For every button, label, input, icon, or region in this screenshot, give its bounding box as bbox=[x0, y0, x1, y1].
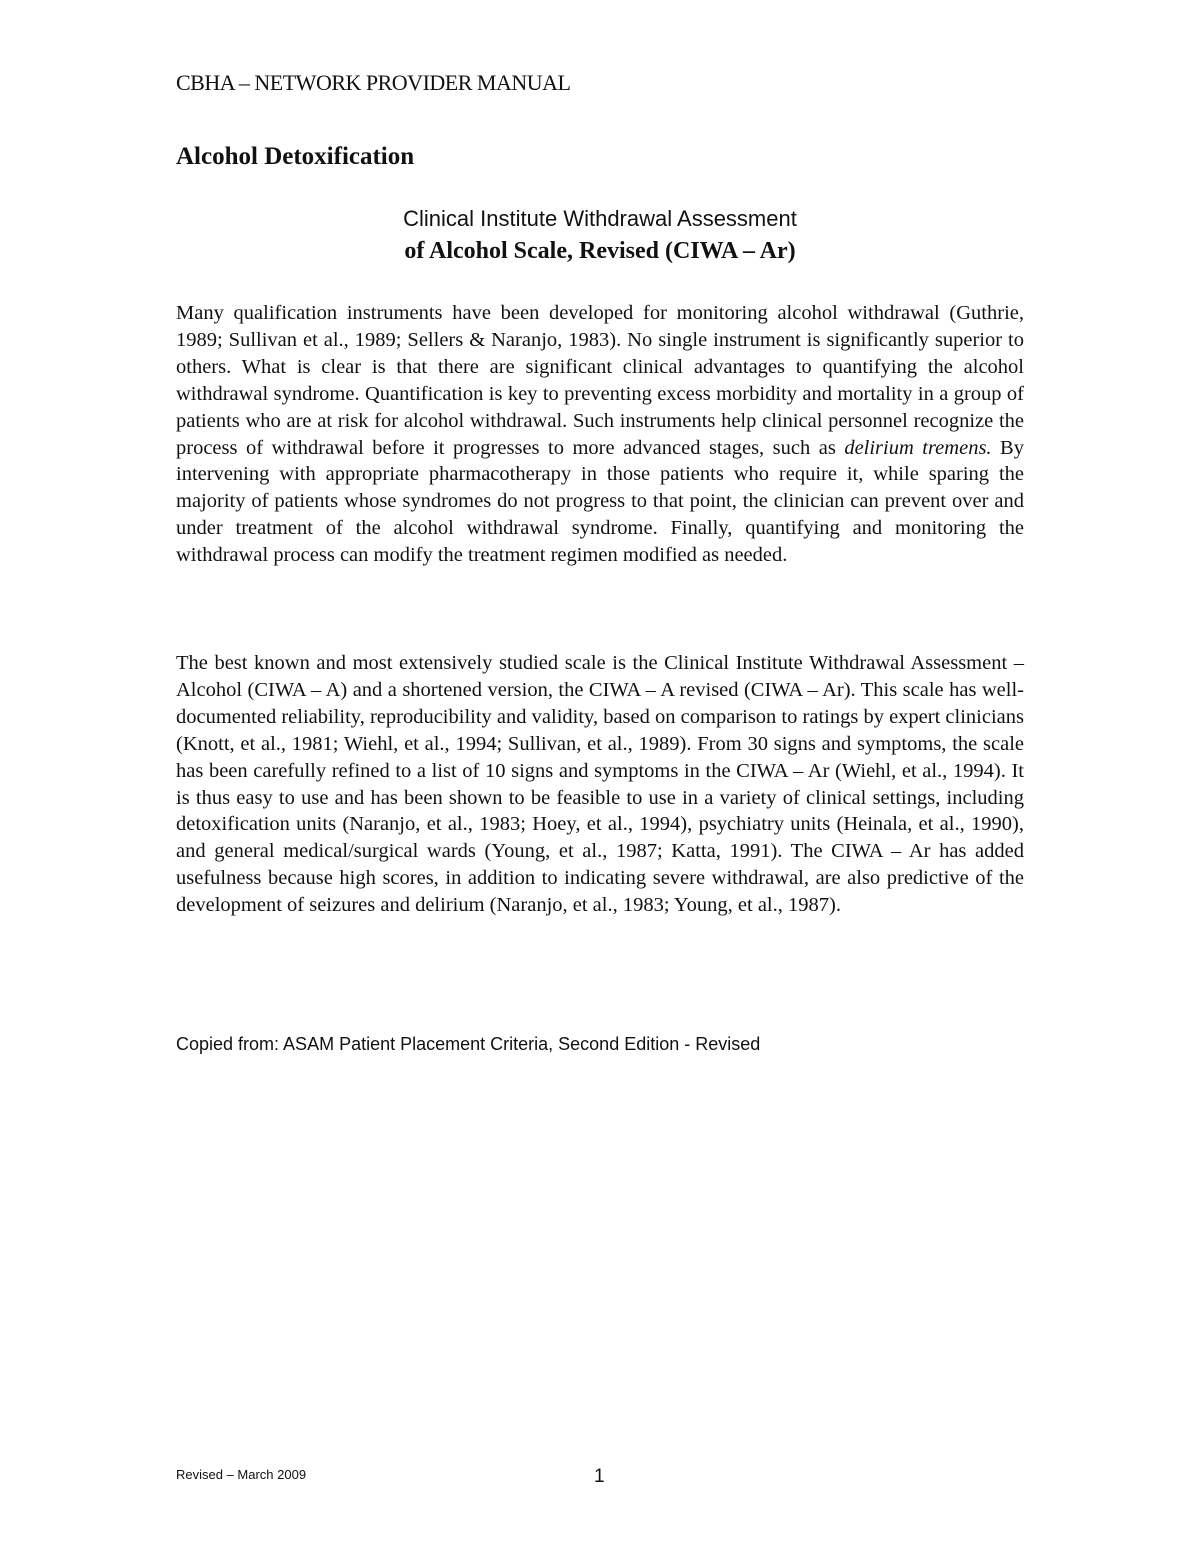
scale-title-line-2: of Alcohol Scale, Revised (CIWA – Ar) bbox=[404, 238, 796, 264]
body-paragraph-2: The best known and most extensively studied scale is the Clinical Institute Withdrawal Assessment – Alcohol (CIWA – A) and a shortened version, the CIWA – A revised (CIWA – Ar). This scale has well-documented reliability, reproducibility and validity, based on comparison to ratings by expert clinicians (Knott, et al., 1981; Wiehl, et al., 1994; Sullivan, et al., 1989). From 30 signs and symptoms, the scale has been carefully refined to a list of 10 signs and symptoms in the CIWA – Ar (Wiehl, et al., 1994). It is thus easy to use and has been shown to be feasible to use in a variety of clinical settings, including detoxification units (Naranjo, et al., 1983; Hoey, et al., 1994), psychiatry units (Heinala, et al., 1990), and general medical/surgical wards (Young, et al., 1987; Katta, 1991). The CIWA – Ar has added usefulness because high scores, in addition to indicating severe withdrawal, are also predictive of the development of seizures and delirium (Naranjo, et al., 1983; Young, et al., 1987). bbox=[176, 652, 1024, 917]
footer-page-number: 1 bbox=[594, 1466, 605, 1487]
source-note: Copied from: ASAM Patient Placement Criteria, Second Edition - Revised bbox=[176, 1034, 761, 1054]
body-paragraph-1 bbox=[176, 300, 1024, 569]
paragraph-1-emphasis: delirium tremens. bbox=[844, 436, 992, 459]
scale-title-line-1: Clinical Institute Withdrawal Assessment bbox=[403, 206, 797, 231]
running-header: CBHA – NETWORK PROVIDER MANUAL bbox=[176, 70, 571, 95]
paragraph-1-text-start: Many qualification instruments have been developed for monitoring alcohol withdrawal (Guthrie, 1989; Sullivan et al., 1989; Sellers & Naranjo, 1983). No single instrument is significantly superior to others. What is clear is that there are significant clinical advantages to quantifying the alcohol withdrawal syndrome. Quantification is key to preventing excess morbidity and mortality in a group of patients who are at risk for alcohol withdrawal. Such instruments help clinical personnel recognize the process of withdrawal before it progresses to more advanced stages, such as bbox=[176, 302, 1024, 459]
footer-revision-date: Revised – March 2009 bbox=[176, 1467, 307, 1482]
paragraph-1-text-end: By intervening with appropriate pharmacotherapy in those patients who require it, while sparing the majority of patients whose syndromes do not progress to that point, the clinician can prevent over and under treatment of the alcohol withdrawal syndrome. Finally, quantifying and monitoring the withdrawal process can modify the treatment regimen modified as needed. bbox=[176, 436, 1024, 567]
section-title: Alcohol Detoxification bbox=[176, 143, 415, 170]
